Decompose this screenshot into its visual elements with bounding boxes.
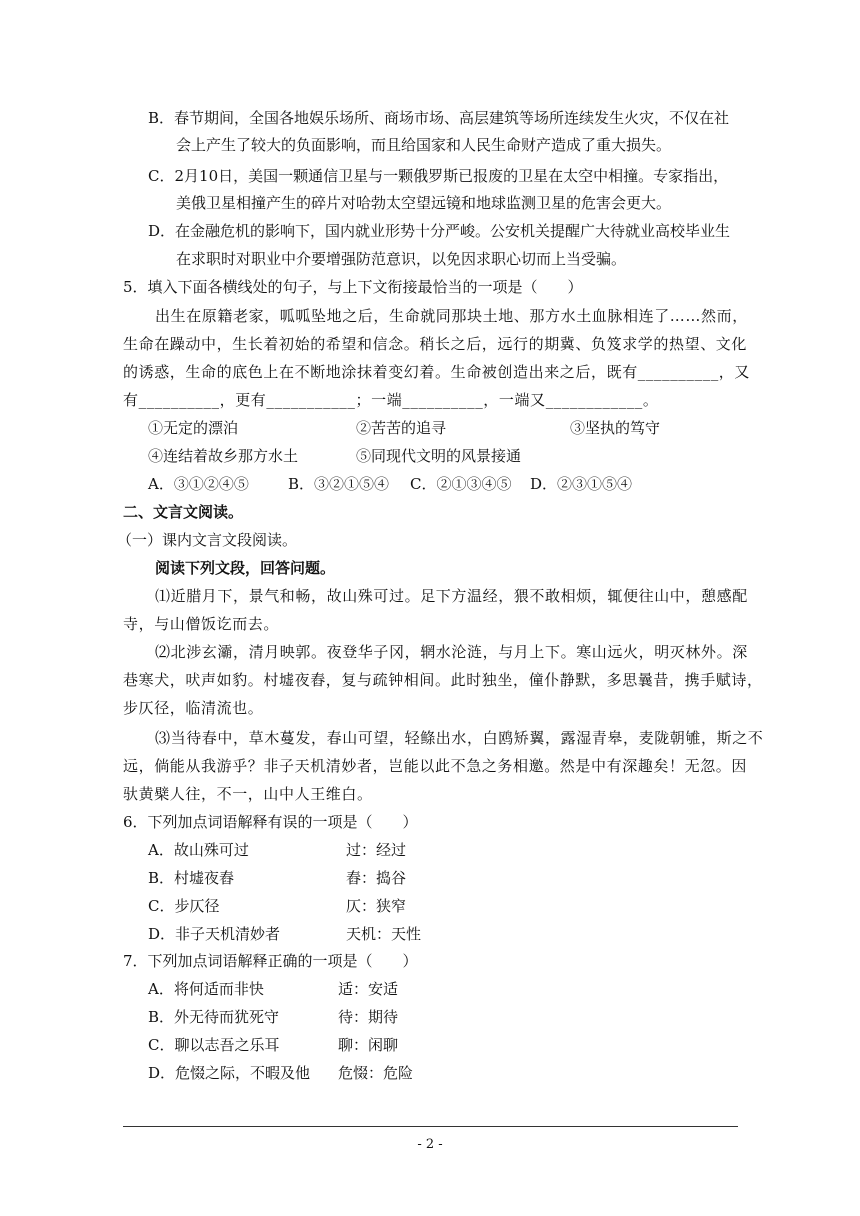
- q6-row-a-gloss: 过：经过: [346, 841, 407, 859]
- q5-choice-d: D．②③①⑤④: [530, 475, 633, 493]
- q5-choice-a: A．③①②④⑤: [148, 475, 249, 493]
- passage-para2-line2: 巷寒犬，吠声如豹。村墟夜舂，复与疏钟相间。此时独坐，僮仆静默，多思曩昔，携手赋诗，: [123, 671, 763, 689]
- q5-item-2: ②苦苦的追寻: [356, 419, 447, 437]
- q6-stem: 6．下列加点词语解释有误的一项是（ ）: [123, 813, 418, 831]
- q7-row-a-text: A．将何适而非快: [148, 980, 264, 998]
- q6-row-b-gloss: 舂：捣谷: [346, 869, 407, 887]
- q5-passage-line3: 的诱惑，生命的底色上在不断地涂抹着变幻着。生命被创造出来之后，既有__________，又: [123, 363, 751, 381]
- passage-para3-line1: ⑶当待春中，草木蔓发，春山可望，轻鲦出水，白鸥矫翼，露湿青皋，麦陇朝雊，斯之不: [155, 729, 764, 747]
- q7-row-c-text: C．聊以志吾之乐耳: [148, 1036, 280, 1054]
- passage-para2-line1: ⑵北涉玄灞，清月映郭。夜登华子冈，辋水沦涟，与月上下。寒山远火，明灭林外。深: [155, 643, 748, 661]
- q5-passage-line4: 有__________，更有___________；一端__________，一端又____________。: [123, 391, 659, 409]
- q7-row-b-text: B．外无待而犹死守: [148, 1008, 280, 1026]
- q5-stem: 5．填入下面各横线处的句子，与上下文衔接最恰当的一项是（ ）: [123, 278, 583, 296]
- q4-option-d-line2: 在求职时对职业中介要增强防范意识，以免因求职心切而上当受骗。: [176, 250, 627, 268]
- q4-option-d-line1: D．在金融危机的影响下，国内就业形势十分严峻。公安机关提醒广大待就业高校毕业生: [148, 222, 731, 240]
- q4-option-c-line1: C．2月10日，美国一颗通信卫星与一颗俄罗斯已报废的卫星在太空中相撞。专家指出，: [148, 167, 729, 185]
- q6-row-d-text: D．非子天机清妙者: [148, 925, 281, 943]
- q6-row-d-gloss: 天机：天性: [346, 925, 422, 943]
- passage-para1-line1: ⑴近腊月下，景气和畅，故山殊可过。足下方温经，猥不敢相烦，辄便往山中，憩感配: [155, 587, 748, 605]
- q5-choice-c: C．②①③④⑤: [410, 475, 512, 493]
- section-heading: 二、文言文阅读。: [123, 503, 244, 521]
- q6-row-b-text: B．村墟夜舂: [148, 869, 235, 887]
- q5-item-1: ①无定的漂泊: [148, 419, 239, 437]
- page-number: - 2 -: [417, 1137, 443, 1152]
- footer-divider: [123, 1126, 738, 1127]
- reading-instruction: 阅读下列文段，回答问题。: [155, 559, 336, 577]
- q6-row-c-text: C．步仄径: [148, 897, 220, 915]
- q7-row-a-gloss: 适：安适: [338, 980, 399, 998]
- q7-row-d-gloss: 危惙：危险: [338, 1064, 414, 1082]
- section-subheading: （一）课内文言文段阅读。: [117, 531, 298, 549]
- q5-passage-line1: 出生在原籍老家，呱呱坠地之后，生命就同那块土地、那方水土血脉相连了……然而，: [155, 307, 748, 325]
- q7-stem: 7．下列加点词语解释正确的一项是（ ）: [123, 952, 418, 970]
- q6-row-c-gloss: 仄：狭窄: [346, 897, 407, 915]
- q4-option-b-line2: 会上产生了较大的负面影响，而且给国家和人民生命财产造成了重大损失。: [176, 136, 672, 154]
- q7-row-b-gloss: 待：期待: [338, 1008, 399, 1026]
- passage-para1-line2: 寺，与山僧饭讫而去。: [123, 615, 280, 633]
- q5-item-5: ⑤同现代文明的风景接通: [356, 447, 522, 465]
- q7-row-c-gloss: 聊：闲聊: [338, 1036, 399, 1054]
- q7-row-d-text: D．危惙之际，不暇及他: [148, 1064, 311, 1082]
- passage-para2-line3: 步仄径，临清流也。: [123, 699, 264, 717]
- q4-option-b-line1: B．春节期间，全国各地娱乐场所、商场市场、高层建筑等场所连续发生火灾，不仅在社: [148, 109, 730, 127]
- passage-para3-line2: 远，倘能从我游乎？非子天机清妙者，岂能以此不急之务相邀。然是中有深趣矣！无忽。因: [123, 757, 748, 775]
- q4-option-c-line2: 美俄卫星相撞产生的碎片对哈勃太空望远镜和地球监测卫星的危害会更大。: [176, 194, 672, 212]
- q5-choice-b: B．③②①⑤④: [288, 475, 390, 493]
- q6-row-a-text: A．故山殊可过: [148, 841, 249, 859]
- q5-item-4: ④连结着故乡那方水土: [148, 447, 299, 465]
- q5-item-3: ③坚执的笃守: [570, 419, 661, 437]
- passage-para3-line3: 驮黄檗人往，不一，山中人王维白。: [123, 785, 373, 803]
- q5-passage-line2: 生命在躁动中，生长着初始的希望和信念。稍长之后，远行的期冀、负笈求学的热望、文化: [123, 335, 748, 353]
